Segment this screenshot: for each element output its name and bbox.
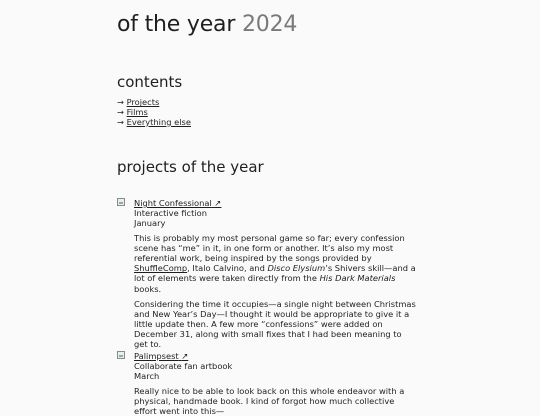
arrow-icon: → [117, 116, 124, 127]
page-title [117, 12, 297, 39]
description-emphasis: His Dark Materials [319, 273, 396, 284]
project-category: Interactive fiction [134, 208, 208, 218]
project-thumbnail-icon [117, 198, 125, 206]
external-link-icon: ↗ [181, 351, 189, 361]
page-title-main: of the year [117, 12, 236, 37]
project-item [117, 198, 417, 349]
project-title: Palimpsest [134, 351, 179, 361]
page-title-year: 2024 [241, 12, 298, 37]
contents-item-everything-else [117, 117, 417, 127]
contents-link-films[interactable]: Films [126, 106, 148, 117]
project-thumbnail-icon [117, 351, 125, 359]
arrow-icon: → [117, 97, 124, 108]
contents-list [117, 97, 417, 126]
project-body [134, 198, 417, 349]
shufflecomp-link[interactable]: ShuffleComp [134, 263, 188, 274]
external-link-icon: ↗ [214, 198, 222, 208]
contents-link-projects[interactable]: Projects [126, 97, 160, 108]
contents-section [117, 73, 417, 126]
project-item [117, 351, 417, 416]
project-month: March [134, 371, 160, 381]
description-emphasis: Disco Elysium [267, 263, 326, 274]
description-text: , Italo Calvino, and [187, 263, 268, 274]
project-month: January [134, 218, 166, 228]
project-title-link[interactable] [134, 351, 417, 361]
description-text: books. [134, 283, 162, 294]
project-description [134, 233, 417, 294]
project-title: Night Confessional [134, 198, 212, 208]
contents-heading: contents [117, 73, 183, 91]
description-text: This is probably my most personal game so far; every confession scene has “me” in it, in one form or another. It’s also my most referential work, being inspired by the songs provided by [134, 233, 405, 264]
description-text: ’s Shivers skill—and a lot of elements were taken directly from the [134, 263, 416, 284]
project-description: Considering the time it occupies—a single night between Christmas and New Year’s Day—I thought it would be appropriate to give it a little update then. A few more “confessions” were added on December 31, along with small fixes that I had been meaning to get to. [134, 298, 416, 350]
contents-item-films [117, 107, 417, 117]
arrow-icon: → [117, 106, 124, 117]
projects-heading: projects of the year [117, 158, 264, 176]
contents-item-projects [117, 97, 417, 107]
project-description: Really nice to be able to look back on this whole endeavor with a physical, handmade book. I kind of forgot how much collective effort went into this— [134, 386, 405, 416]
project-body [134, 351, 417, 416]
project-title-link[interactable] [134, 198, 417, 208]
contents-link-everything-else[interactable]: Everything else [126, 116, 191, 127]
project-category: Collaborate fan artbook [134, 361, 233, 371]
